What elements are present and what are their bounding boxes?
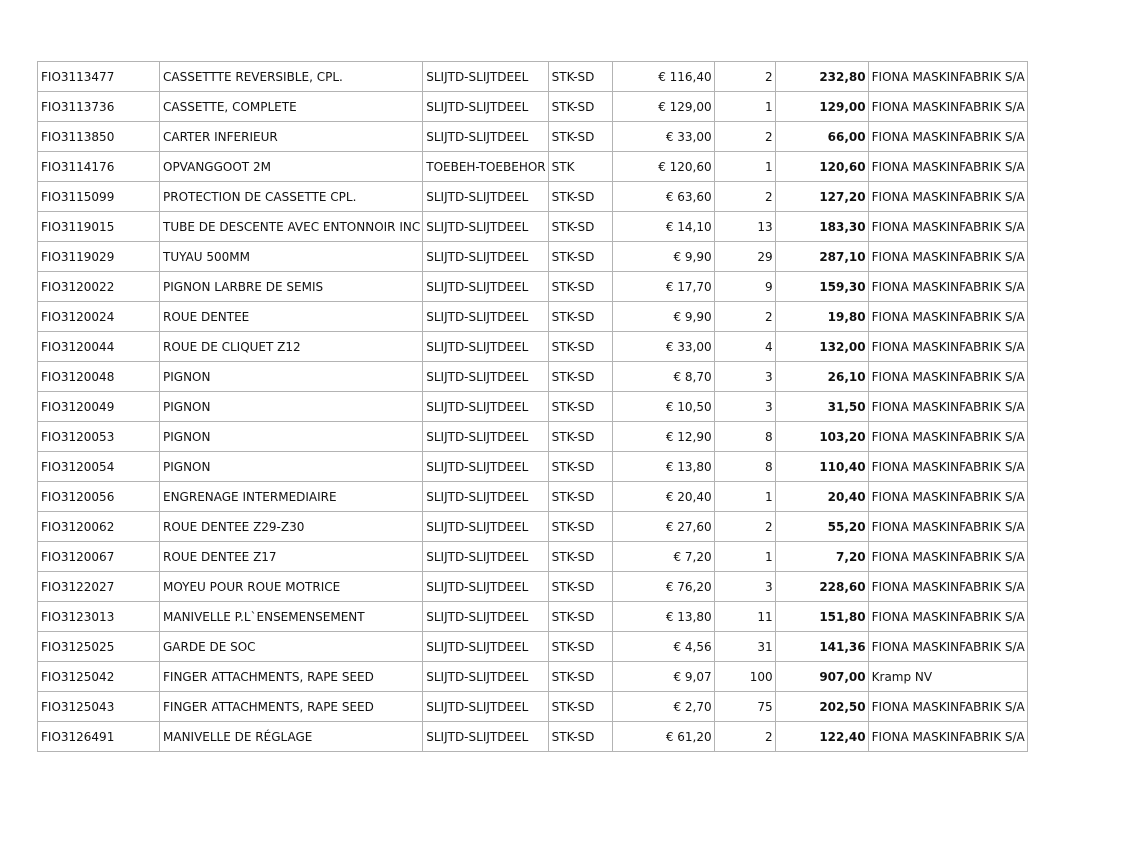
quantity-cell: 1 — [714, 542, 775, 572]
unit-cell: STK-SD — [548, 392, 612, 422]
part-code-cell: FIO3120024 — [38, 302, 160, 332]
unit-cell: STK-SD — [548, 272, 612, 302]
line-total-cell: 103,20 — [775, 422, 868, 452]
unit-cell: STK-SD — [548, 362, 612, 392]
unit-price-cell: € 120,60 — [612, 152, 714, 182]
description-cell: FINGER ATTACHMENTS, RAPE SEED — [160, 662, 423, 692]
unit-price-cell: € 20,40 — [612, 482, 714, 512]
unit-cell: STK-SD — [548, 722, 612, 752]
part-code-cell: FIO3113736 — [38, 92, 160, 122]
unit-cell: STK-SD — [548, 692, 612, 722]
category-cell: SLIJTD-SLIJTDEEL — [423, 242, 548, 272]
line-total-cell: 907,00 — [775, 662, 868, 692]
part-code-cell: FIO3120053 — [38, 422, 160, 452]
description-cell: OPVANGGOOT 2M — [160, 152, 423, 182]
unit-cell: STK-SD — [548, 482, 612, 512]
supplier-cell: Kramp NV — [868, 662, 1027, 692]
quantity-cell: 3 — [714, 392, 775, 422]
category-cell: SLIJTD-SLIJTDEEL — [423, 62, 548, 92]
line-total-cell: 120,60 — [775, 152, 868, 182]
unit-cell: STK-SD — [548, 92, 612, 122]
supplier-cell: FIONA MASKINFABRIK S/A — [868, 272, 1027, 302]
description-cell: PIGNON — [160, 392, 423, 422]
quantity-cell: 2 — [714, 722, 775, 752]
quantity-cell: 2 — [714, 122, 775, 152]
unit-cell: STK-SD — [548, 452, 612, 482]
table-row — [38, 62, 1028, 92]
table-row — [38, 152, 1028, 182]
part-code-cell: FIO3123013 — [38, 602, 160, 632]
unit-cell: STK-SD — [548, 602, 612, 632]
table-row — [38, 452, 1028, 482]
part-code-cell: FIO3120022 — [38, 272, 160, 302]
supplier-cell: FIONA MASKINFABRIK S/A — [868, 122, 1027, 152]
quantity-cell: 3 — [714, 572, 775, 602]
unit-price-cell: € 9,90 — [612, 242, 714, 272]
unit-price-cell: € 9,90 — [612, 302, 714, 332]
unit-price-cell: € 9,07 — [612, 662, 714, 692]
quantity-cell: 2 — [714, 62, 775, 92]
line-total-cell: 127,20 — [775, 182, 868, 212]
quantity-cell: 29 — [714, 242, 775, 272]
supplier-cell: FIONA MASKINFABRIK S/A — [868, 422, 1027, 452]
quantity-cell: 1 — [714, 152, 775, 182]
unit-cell: STK-SD — [548, 182, 612, 212]
supplier-cell: FIONA MASKINFABRIK S/A — [868, 392, 1027, 422]
description-cell: FINGER ATTACHMENTS, RAPE SEED — [160, 692, 423, 722]
description-cell: PIGNON LARBRE DE SEMIS — [160, 272, 423, 302]
line-total-cell: 66,00 — [775, 122, 868, 152]
table-row — [38, 332, 1028, 362]
category-cell: SLIJTD-SLIJTDEEL — [423, 662, 548, 692]
table-row — [38, 512, 1028, 542]
description-cell: CARTER INFERIEUR — [160, 122, 423, 152]
unit-price-cell: € 13,80 — [612, 602, 714, 632]
table-row — [38, 632, 1028, 662]
line-total-cell: 232,80 — [775, 62, 868, 92]
description-cell: ROUE DENTEE Z17 — [160, 542, 423, 572]
unit-cell: STK-SD — [548, 302, 612, 332]
unit-price-cell: € 2,70 — [612, 692, 714, 722]
table-row — [38, 92, 1028, 122]
supplier-cell: FIONA MASKINFABRIK S/A — [868, 572, 1027, 602]
table-row — [38, 482, 1028, 512]
unit-cell: STK-SD — [548, 572, 612, 602]
description-cell: ENGRENAGE INTERMEDIAIRE — [160, 482, 423, 512]
description-cell: GARDE DE SOC — [160, 632, 423, 662]
supplier-cell: FIONA MASKINFABRIK S/A — [868, 452, 1027, 482]
supplier-cell: FIONA MASKINFABRIK S/A — [868, 692, 1027, 722]
line-total-cell: 55,20 — [775, 512, 868, 542]
supplier-cell: FIONA MASKINFABRIK S/A — [868, 242, 1027, 272]
quantity-cell: 8 — [714, 422, 775, 452]
part-code-cell: FIO3120049 — [38, 392, 160, 422]
parts-table-body — [38, 62, 1028, 752]
unit-price-cell: € 13,80 — [612, 452, 714, 482]
supplier-cell: FIONA MASKINFABRIK S/A — [868, 302, 1027, 332]
unit-price-cell: € 10,50 — [612, 392, 714, 422]
part-code-cell: FIO3115099 — [38, 182, 160, 212]
line-total-cell: 183,30 — [775, 212, 868, 242]
quantity-cell: 100 — [714, 662, 775, 692]
category-cell: SLIJTD-SLIJTDEEL — [423, 212, 548, 242]
category-cell: SLIJTD-SLIJTDEEL — [423, 92, 548, 122]
description-cell: PROTECTION DE CASSETTE CPL. — [160, 182, 423, 212]
line-total-cell: 7,20 — [775, 542, 868, 572]
description-cell: ROUE DE CLIQUET Z12 — [160, 332, 423, 362]
part-code-cell: FIO3125042 — [38, 662, 160, 692]
category-cell: SLIJTD-SLIJTDEEL — [423, 122, 548, 152]
unit-price-cell: € 76,20 — [612, 572, 714, 602]
supplier-cell: FIONA MASKINFABRIK S/A — [868, 542, 1027, 572]
table-row — [38, 722, 1028, 752]
supplier-cell: FIONA MASKINFABRIK S/A — [868, 152, 1027, 182]
table-row — [38, 692, 1028, 722]
unit-price-cell: € 7,20 — [612, 542, 714, 572]
unit-price-cell: € 33,00 — [612, 122, 714, 152]
supplier-cell: FIONA MASKINFABRIK S/A — [868, 212, 1027, 242]
quantity-cell: 2 — [714, 512, 775, 542]
description-cell: TUYAU 500MM — [160, 242, 423, 272]
quantity-cell: 1 — [714, 92, 775, 122]
category-cell: SLIJTD-SLIJTDEEL — [423, 542, 548, 572]
table-row — [38, 182, 1028, 212]
quantity-cell: 4 — [714, 332, 775, 362]
category-cell: SLIJTD-SLIJTDEEL — [423, 722, 548, 752]
unit-price-cell: € 27,60 — [612, 512, 714, 542]
supplier-cell: FIONA MASKINFABRIK S/A — [868, 512, 1027, 542]
category-cell: SLIJTD-SLIJTDEEL — [423, 512, 548, 542]
part-code-cell: FIO3120054 — [38, 452, 160, 482]
part-code-cell: FIO3120044 — [38, 332, 160, 362]
table-row — [38, 212, 1028, 242]
supplier-cell: FIONA MASKINFABRIK S/A — [868, 362, 1027, 392]
supplier-cell: FIONA MASKINFABRIK S/A — [868, 182, 1027, 212]
line-total-cell: 141,36 — [775, 632, 868, 662]
parts-table — [37, 61, 1028, 752]
unit-cell: STK-SD — [548, 332, 612, 362]
category-cell: SLIJTD-SLIJTDEEL — [423, 302, 548, 332]
quantity-cell: 1 — [714, 482, 775, 512]
unit-price-cell: € 8,70 — [612, 362, 714, 392]
unit-cell: STK-SD — [548, 62, 612, 92]
description-cell: TUBE DE DESCENTE AVEC ENTONNOIR INC — [160, 212, 423, 242]
part-code-cell: FIO3113477 — [38, 62, 160, 92]
part-code-cell: FIO3120062 — [38, 512, 160, 542]
part-code-cell: FIO3126491 — [38, 722, 160, 752]
supplier-cell: FIONA MASKINFABRIK S/A — [868, 482, 1027, 512]
line-total-cell: 202,50 — [775, 692, 868, 722]
category-cell: SLIJTD-SLIJTDEEL — [423, 482, 548, 512]
line-total-cell: 20,40 — [775, 482, 868, 512]
unit-price-cell: € 33,00 — [612, 332, 714, 362]
table-row — [38, 542, 1028, 572]
part-code-cell: FIO3113850 — [38, 122, 160, 152]
line-total-cell: 26,10 — [775, 362, 868, 392]
table-row — [38, 362, 1028, 392]
table-row — [38, 602, 1028, 632]
unit-price-cell: € 129,00 — [612, 92, 714, 122]
category-cell: SLIJTD-SLIJTDEEL — [423, 572, 548, 602]
unit-price-cell: € 14,10 — [612, 212, 714, 242]
description-cell: ROUE DENTEE Z29-Z30 — [160, 512, 423, 542]
unit-price-cell: € 17,70 — [612, 272, 714, 302]
category-cell: SLIJTD-SLIJTDEEL — [423, 392, 548, 422]
category-cell: SLIJTD-SLIJTDEEL — [423, 182, 548, 212]
quantity-cell: 31 — [714, 632, 775, 662]
table-row — [38, 662, 1028, 692]
line-total-cell: 151,80 — [775, 602, 868, 632]
part-code-cell: FIO3122027 — [38, 572, 160, 602]
supplier-cell: FIONA MASKINFABRIK S/A — [868, 602, 1027, 632]
line-total-cell: 159,30 — [775, 272, 868, 302]
category-cell: SLIJTD-SLIJTDEEL — [423, 422, 548, 452]
unit-price-cell: € 63,60 — [612, 182, 714, 212]
category-cell: SLIJTD-SLIJTDEEL — [423, 272, 548, 302]
description-cell: CASSETTE, COMPLETE — [160, 92, 423, 122]
table-row — [38, 122, 1028, 152]
unit-cell: STK-SD — [548, 212, 612, 242]
unit-cell: STK-SD — [548, 422, 612, 452]
quantity-cell: 13 — [714, 212, 775, 242]
unit-cell: STK-SD — [548, 632, 612, 662]
quantity-cell: 11 — [714, 602, 775, 632]
line-total-cell: 287,10 — [775, 242, 868, 272]
unit-cell: STK-SD — [548, 662, 612, 692]
category-cell: SLIJTD-SLIJTDEEL — [423, 452, 548, 482]
line-total-cell: 132,00 — [775, 332, 868, 362]
unit-cell: STK-SD — [548, 542, 612, 572]
unit-price-cell: € 116,40 — [612, 62, 714, 92]
quantity-cell: 2 — [714, 302, 775, 332]
quantity-cell: 9 — [714, 272, 775, 302]
category-cell: SLIJTD-SLIJTDEEL — [423, 332, 548, 362]
part-code-cell: FIO3114176 — [38, 152, 160, 182]
line-total-cell: 19,80 — [775, 302, 868, 332]
description-cell: PIGNON — [160, 422, 423, 452]
line-total-cell: 129,00 — [775, 92, 868, 122]
line-total-cell: 122,40 — [775, 722, 868, 752]
quantity-cell: 8 — [714, 452, 775, 482]
line-total-cell: 31,50 — [775, 392, 868, 422]
unit-cell: STK — [548, 152, 612, 182]
part-code-cell: FIO3120056 — [38, 482, 160, 512]
category-cell: SLIJTD-SLIJTDEEL — [423, 632, 548, 662]
supplier-cell: FIONA MASKINFABRIK S/A — [868, 332, 1027, 362]
supplier-cell: FIONA MASKINFABRIK S/A — [868, 62, 1027, 92]
unit-cell: STK-SD — [548, 242, 612, 272]
part-code-cell: FIO3125043 — [38, 692, 160, 722]
description-cell: CASSETTTE REVERSIBLE, CPL. — [160, 62, 423, 92]
part-code-cell: FIO3119015 — [38, 212, 160, 242]
unit-price-cell: € 12,90 — [612, 422, 714, 452]
table-row — [38, 302, 1028, 332]
supplier-cell: FIONA MASKINFABRIK S/A — [868, 632, 1027, 662]
quantity-cell: 75 — [714, 692, 775, 722]
description-cell: PIGNON — [160, 452, 423, 482]
line-total-cell: 110,40 — [775, 452, 868, 482]
category-cell: SLIJTD-SLIJTDEEL — [423, 602, 548, 632]
part-code-cell: FIO3119029 — [38, 242, 160, 272]
unit-cell: STK-SD — [548, 122, 612, 152]
description-cell: ROUE DENTEE — [160, 302, 423, 332]
quantity-cell: 2 — [714, 182, 775, 212]
description-cell: PIGNON — [160, 362, 423, 392]
category-cell: TOEBEH-TOEBEHOR — [423, 152, 548, 182]
description-cell: MANIVELLE P.L`ENSEMENSEMENT — [160, 602, 423, 632]
category-cell: SLIJTD-SLIJTDEEL — [423, 362, 548, 392]
unit-price-cell: € 61,20 — [612, 722, 714, 752]
table-row — [38, 272, 1028, 302]
table-row — [38, 572, 1028, 602]
part-code-cell: FIO3120067 — [38, 542, 160, 572]
supplier-cell: FIONA MASKINFABRIK S/A — [868, 92, 1027, 122]
supplier-cell: FIONA MASKINFABRIK S/A — [868, 722, 1027, 752]
line-total-cell: 228,60 — [775, 572, 868, 602]
table-row — [38, 392, 1028, 422]
part-code-cell: FIO3120048 — [38, 362, 160, 392]
quantity-cell: 3 — [714, 362, 775, 392]
description-cell: MOYEU POUR ROUE MOTRICE — [160, 572, 423, 602]
description-cell: MANIVELLE DE RÉGLAGE — [160, 722, 423, 752]
category-cell: SLIJTD-SLIJTDEEL — [423, 692, 548, 722]
table-row — [38, 422, 1028, 452]
table-row — [38, 242, 1028, 272]
unit-cell: STK-SD — [548, 512, 612, 542]
part-code-cell: FIO3125025 — [38, 632, 160, 662]
unit-price-cell: € 4,56 — [612, 632, 714, 662]
